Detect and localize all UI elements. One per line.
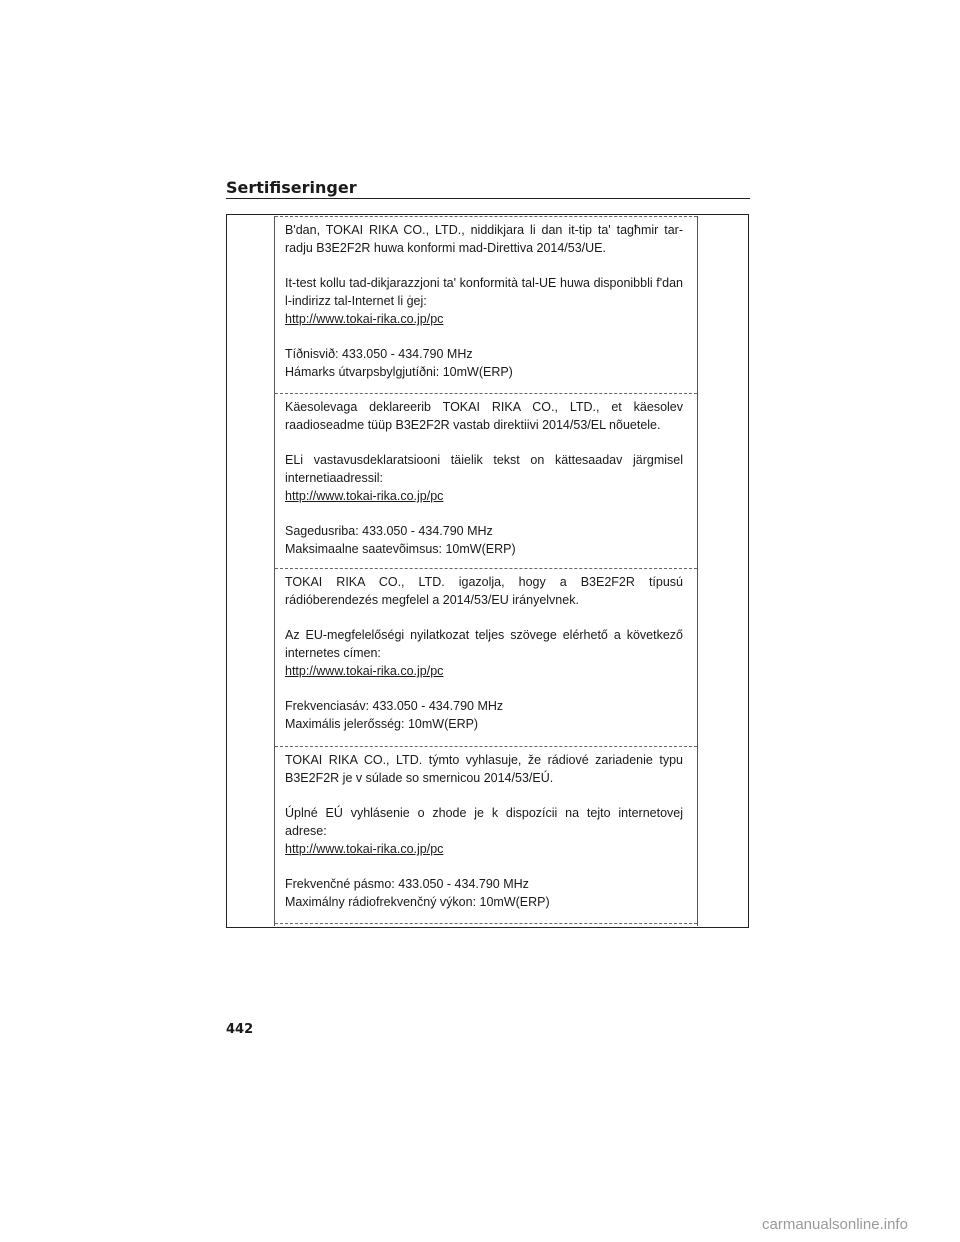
frequency-band: Tíðnisvið: 433.050 - 434.790 MHz: [285, 347, 473, 361]
declaration-availability: It-test kollu tad-dikjarazzjoni ta' konformità tal-UE huwa disponibbli f'dan l-indirizz tal-Internet li ġej:: [285, 276, 683, 308]
declaration-slovak: [275, 746, 697, 924]
declaration-link[interactable]: http://www.tokai-rika.co.jp/pc: [285, 312, 444, 326]
declaration-link[interactable]: http://www.tokai-rika.co.jp/pc: [285, 664, 444, 678]
declaration-link[interactable]: http://www.tokai-rika.co.jp/pc: [285, 842, 444, 856]
declaration-availability: Úplné EÚ vyhlásenie o zhode je k dispozícii na tejto internetovej adrese:: [285, 806, 683, 838]
declarations-column: [274, 216, 698, 926]
declaration-link[interactable]: http://www.tokai-rika.co.jp/pc: [285, 489, 444, 503]
page-title: Sertifiseringer: [226, 178, 357, 197]
declaration-statement: Käesolevaga deklareerib TOKAI RIKA CO., LTD., et käesolev raadioseadme tüüp B3E2F2R vastab direktiivi 2014/53/EL nõuetele.: [285, 400, 683, 432]
frequency-band: Sagedusriba: 433.050 - 434.790 MHz: [285, 524, 493, 538]
page-number: 442: [226, 1022, 254, 1037]
declaration-availability: ELi vastavusdeklaratsiooni täielik tekst on kättesaadav järgmisel internetiaadressil:: [285, 453, 683, 485]
max-power: Maximálny rádiofrekvenčný výkon: 10mW(ERP): [285, 895, 550, 909]
frequency-band: Frekvenčné pásmo: 433.050 - 434.790 MHz: [285, 877, 529, 891]
declaration-availability: Az EU-megfelelőségi nyilatkozat teljes szövege elérhető a következő internetes címen:: [285, 628, 683, 660]
declaration-statement: TOKAI RIKA CO., LTD. igazolja, hogy a B3E2F2R típusú rádióberendezés megfelel a 2014/53/EU irányelvnek.: [285, 575, 683, 607]
watermark: carmanualsonline.info: [762, 1216, 908, 1233]
max-power: Maksimaalne saatevõimsus: 10mW(ERP): [285, 542, 516, 556]
declaration-statement: B'dan, TOKAI RIKA CO., LTD., niddikjara li dan it-tip ta' tagħmir tar-radju B3E2F2R huwa konformi mad-Direttiva 2014/53/UE.: [285, 223, 683, 255]
declaration-estonian: [275, 393, 697, 568]
declaration-hungarian: [275, 568, 697, 746]
title-divider: [226, 198, 750, 199]
max-power: Hámarks útvarpsbylgjutíðni: 10mW(ERP): [285, 365, 513, 379]
max-power: Maximális jelerősség: 10mW(ERP): [285, 717, 479, 731]
declaration-statement: TOKAI RIKA CO., LTD. týmto vyhlasuje, že rádiové zariadenie typu B3E2F2R je v súlade so smernicou 2014/53/EÚ.: [285, 753, 683, 785]
declaration-maltese: [275, 216, 697, 393]
frequency-band: Frekvenciasáv: 433.050 - 434.790 MHz: [285, 699, 504, 713]
